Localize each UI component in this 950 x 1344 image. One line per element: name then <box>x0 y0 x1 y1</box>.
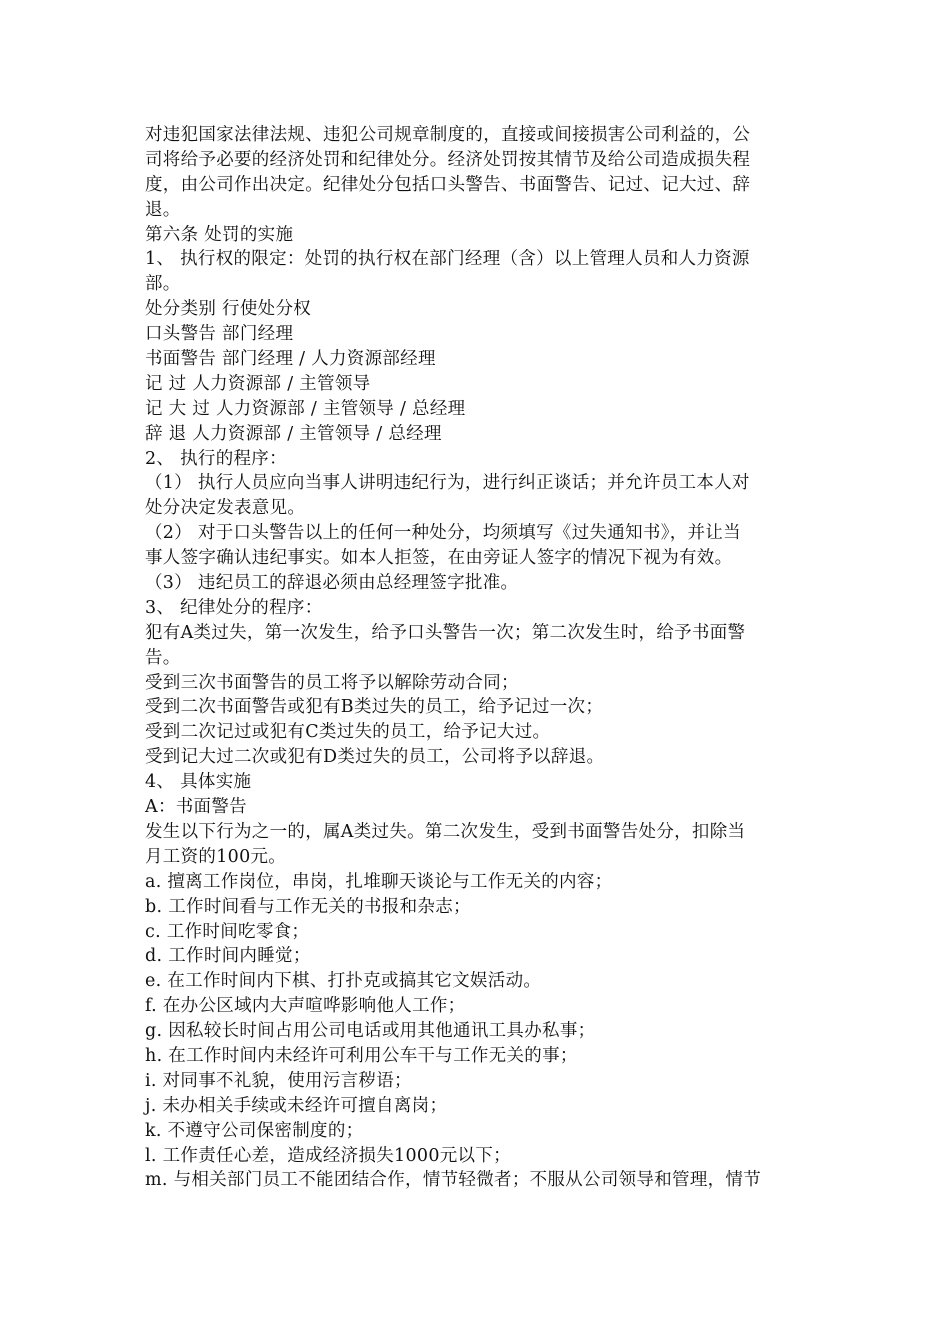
text-line: 辞 退 人力资源部 / 主管领导 / 总经理 <box>145 423 442 444</box>
text-line: 4、 具体实施 <box>145 772 252 793</box>
text-line: 记 过 人力资源部 / 主管领导 <box>145 373 371 394</box>
text-line: 受到记大过二次或犯有D类过失的员工，公司将予以辞退。 <box>145 747 605 768</box>
text-line: f. 在办公区域内大声喧哗影响他人工作； <box>145 996 466 1017</box>
text-line: 记 大 过 人力资源部 / 主管领导 / 总经理 <box>145 398 466 419</box>
text-line: 3、 纪律处分的程序： <box>145 597 323 618</box>
text-line: h. 在工作时间内未经许可利用公车干与工作无关的事； <box>145 1045 578 1066</box>
text-line: 处分决定发表意见。 <box>145 498 306 519</box>
text-line: 第六条 处罚的实施 <box>145 224 294 245</box>
text-line: 口头警告 部门经理 <box>145 324 294 345</box>
text-line: b. 工作时间看与工作无关的书报和杂志； <box>145 896 471 917</box>
text-line: 2、 执行的程序： <box>145 448 287 469</box>
text-line: i. 对同事不礼貌，使用污言秽语； <box>145 1070 412 1091</box>
text-line: 书面警告 部门经理 / 人力资源部经理 <box>145 349 436 370</box>
text-line: 对违犯国家法律法规、违犯公司规章制度的，直接或间接损害公司利益的，公 <box>145 125 751 145</box>
text-line: 告。 <box>145 647 181 668</box>
text-line: a. 擅离工作岗位，串岗，扎堆聊天谈论与工作无关的内容； <box>145 871 613 892</box>
text-line: 受到二次书面警告或犯有B类过失的员工，给予记过一次； <box>145 697 604 718</box>
text-line: 退。 <box>145 199 181 220</box>
text-line: d. 工作时间内睡觉； <box>145 946 311 967</box>
text-line: g. 因私较长时间占用公司电话或用其他通讯工具办私事； <box>145 1021 596 1042</box>
text-line: 犯有A类过失，第一次发生，给予口头警告一次；第二次发生时，给予书面警 <box>145 622 746 643</box>
text-line: 部。 <box>145 274 181 295</box>
text-line: 发生以下行为之一的，属A类过失。第二次发生，受到书面警告处分，扣除当 <box>145 821 746 842</box>
text-line: 事人签字确认违纪事实。如本人拒签，在由旁证人签字的情况下视为有效。 <box>145 548 733 569</box>
text-line: k. 不遵守公司保密制度的； <box>145 1120 364 1141</box>
text-line: 受到二次记过或犯有C类过失的员工，给予记大过。 <box>145 722 551 743</box>
text-line: m. 与相关部门员工不能团结合作，情节轻微者；不服从公司领导和管理，情节 <box>145 1170 762 1191</box>
text-line: 月工资的100元。 <box>145 846 287 867</box>
text-line: 受到三次书面警告的员工将予以解除劳动合同； <box>145 672 519 693</box>
text-line: 度，由公司作出决定。纪律处分包括口头警告、书面警告、记过、记大过、辞 <box>145 174 751 195</box>
text-line: j. 未办相关手续或未经许可擅自离岗； <box>145 1095 448 1116</box>
text-line: e. 在工作时间内下棋、打扑克或搞其它文娱活动。 <box>145 971 542 992</box>
text-line: （2） 对于口头警告以上的任何一种处分，均须填写《过失通知书》，并让当 <box>145 523 741 544</box>
text-line: A：书面警告 <box>145 797 247 818</box>
text-line: l. 工作责任心差，造成经济损失1000元以下； <box>145 1145 511 1166</box>
text-line: （3） 违纪员工的辞退必须由总经理签字批准。 <box>145 573 519 594</box>
text-line: 司将给予必要的经济处罚和纪律处分。经济处罚按其情节及给公司造成损失程 <box>145 149 751 170</box>
text-line: 处分类别 行使处分权 <box>145 299 312 320</box>
text-line: （1） 执行人员应向当事人讲明违纪行为，进行纠正谈话；并允许员工本人对 <box>145 473 750 494</box>
document-body <box>145 123 805 1193</box>
text-line: c. 工作时间吃零食； <box>145 921 310 942</box>
text-line: 1、 执行权的限定：处罚的执行权在部门经理（含）以上管理人员和人力资源 <box>145 249 750 270</box>
